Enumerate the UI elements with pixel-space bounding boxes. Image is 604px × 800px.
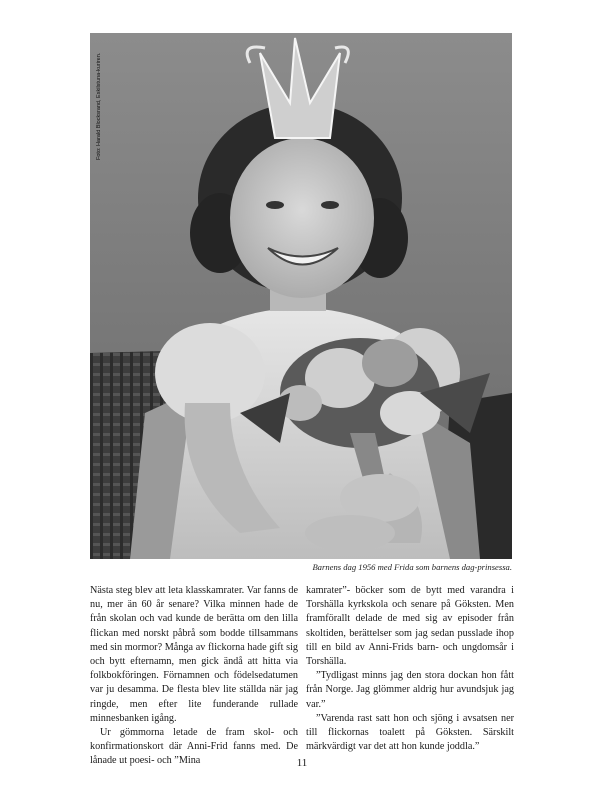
photo-girl-with-crown — [90, 33, 512, 559]
paragraph: kamrater”- böcker som de bytt med varandra i Torshälla kyrkskola och senare på Göksten. Men framförallt delade de med sig av episoder från skoltiden, berättelser som jag sedan pusslade ihop till en bild av Anni-Frids barn- och ungdomsår i Torshälla. — [306, 585, 514, 668]
paragraph: Nästa steg blev att leta klasskamrater. Var fanns de nu, mer än 60 år senare? Vilka minnen hade de från skolan och vad kunde de berätta om den lilla flickan med norskt påbrå som bodde tillsammans med sin mormor? Många av flickorna hade gift sig och bytt efternamn, men gick ändå att hitta via folkbokföringen. Förnamnen och födelsedatumen var ju desamma. De flesta blev lite ställda när jag ringde, men efter lite funderande rullade minnesbanken igång. — [90, 585, 298, 724]
text-column-left — [90, 584, 298, 769]
photo-caption: Barnens dag 1956 med Frida som barnens dag-prinsessa. — [312, 562, 512, 572]
paragraph: ”Tydligast minns jag den stora dockan hon fått från Norge. Jag glömmer aldrig hur avundsjuk jag var.” — [306, 670, 514, 710]
page-number: 11 — [296, 757, 308, 769]
text-column-right — [306, 584, 514, 754]
paragraph: ”Varenda rast satt hon och sjöng i avsatsen ner till flickornas toalett på Göksten. Särskilt märkvärdigt var det att hon kunde joddla.” — [306, 712, 514, 753]
photo — [90, 33, 512, 559]
paragraph: Ur gömmorna letade de fram skol- och konfirmationskort där Anni-Frid fanns med. De lånade ut poesi- och ”Mina — [90, 727, 298, 767]
photo-credit: Foto: Harald Blocksrand, Eskilstuna-kuriren. — [96, 52, 102, 160]
